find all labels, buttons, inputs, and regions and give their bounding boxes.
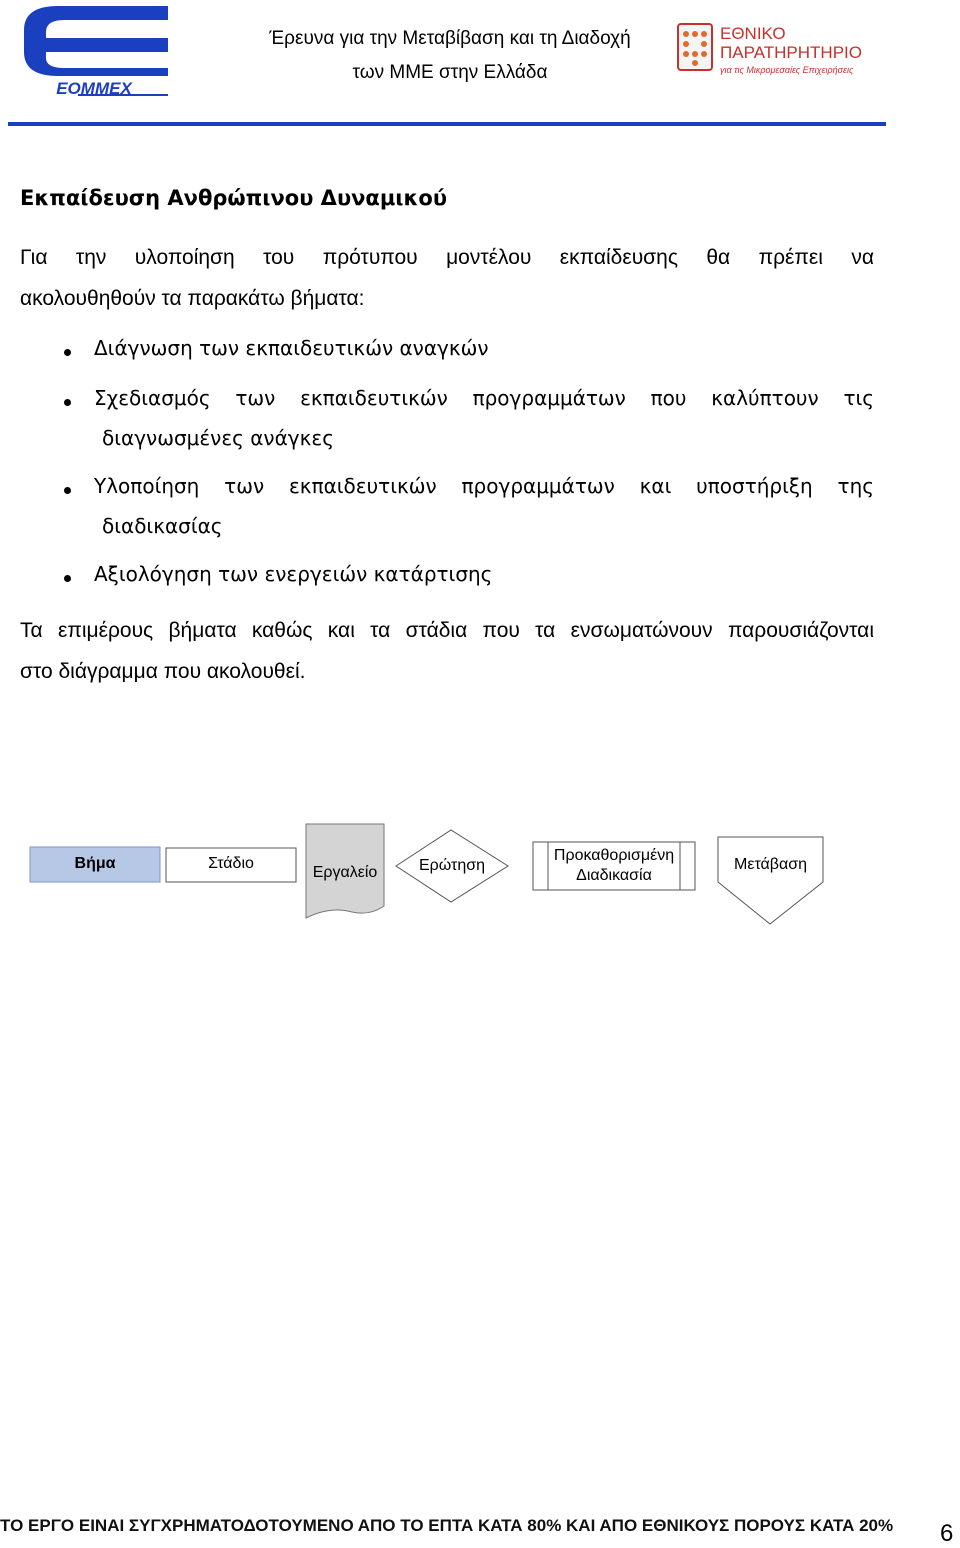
list-item-text: Υλοποίηση των εκπαιδευτικών προγραμμάτων και υποστήριξη της bbox=[94, 474, 874, 498]
page-number: 6 bbox=[940, 1520, 954, 1547]
transition-shape bbox=[718, 837, 823, 924]
intro-line1: Για την υλοποίηση του πρότυπου μοντέλου εκπαίδευσης θα πρέπει να bbox=[20, 246, 874, 269]
legend-question-label: Ερώτηση bbox=[418, 857, 486, 874]
intro-line2: ακολουθηθούν τα παρακάτω βήματα: bbox=[20, 287, 365, 310]
list-item-text: Σχεδιασμός των εκπαιδευτικών προγραμμάτων που καλύπτουν τις bbox=[94, 386, 874, 410]
outro-line2: στο διάγραμμα που ακολουθεί. bbox=[20, 660, 306, 683]
legend-predefined-line1: Προκαθορισμένη bbox=[553, 847, 675, 864]
section-title: Εκπαίδευση Ανθρώπινου Δυναμικού bbox=[20, 186, 448, 210]
legend-predefined-label bbox=[533, 846, 695, 886]
list-item-text: Διάγνωση των εκπαιδευτικών αναγκών bbox=[94, 336, 489, 360]
list-item-continuation: διαγνωσμένες ανάγκες bbox=[102, 426, 334, 450]
legend-transition-label: Μετάβαση bbox=[733, 856, 808, 873]
header-title-line2: των ΜΜΕ στην Ελλάδα bbox=[352, 62, 548, 83]
legend-predefined-line2: Διαδικασία bbox=[576, 867, 652, 884]
svg-text:ΠΑΡΑΤΗΡΗΤΗΡΙΟ: ΠΑΡΑΤΗΡΗΤΗΡΙΟ bbox=[720, 43, 862, 62]
footer-funding-note: ΤΟ ΕΡΓΟ ΕΙΝΑΙ ΣΥΓΧΡΗΜΑΤΟΔΟΤΟΥΜΕΝΟ ΑΠΟ ΤΟ ΕΠΤΑ ΚΑΤΑ 80% ΚΑΙ ΑΠΟ ΕΘΝΙΚΟΥΣ ΠΟΡΟΥΣ ΚΑΤΑ 20% bbox=[0, 1516, 894, 1535]
outro-line1: Τα επιμέρους βήματα καθώς και τα στάδια που τα ενσωματώνουν παρουσιάζονται bbox=[20, 619, 874, 642]
svg-text:για τις Μικρομεσαίες Επιχειρήσ: για τις Μικρομεσαίες Επιχειρήσεις bbox=[720, 65, 854, 75]
legend-step-label: Βήμα bbox=[74, 855, 116, 872]
list-item-continuation: διαδικασίας bbox=[102, 514, 223, 538]
svg-text:EOMMEX: EOMMEX bbox=[56, 79, 132, 98]
legend-stage-label: Στάδιο bbox=[208, 855, 254, 872]
legend-tool-label: Εργαλείο bbox=[312, 864, 378, 881]
svg-text:ΕΘΝΙΚΟ: ΕΘΝΙΚΟ bbox=[720, 24, 786, 43]
header-title-line1: Έρευνα για την Μεταβίβαση και τη Διαδοχή bbox=[269, 28, 631, 49]
list-item-text: Αξιολόγηση των ενεργειών κατάρτισης bbox=[94, 562, 493, 586]
